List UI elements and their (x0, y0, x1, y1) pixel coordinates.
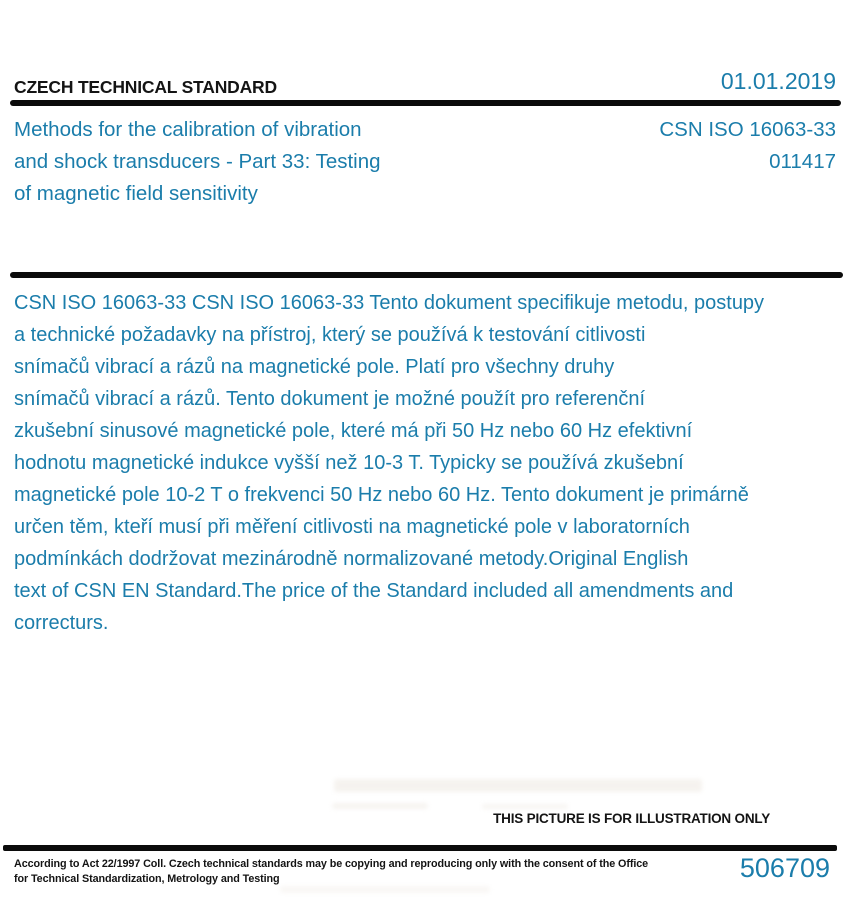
abstract-line: correcturs. (14, 612, 109, 634)
standard-identification (659, 114, 836, 178)
header-rule (10, 100, 841, 106)
faint-watermark (332, 803, 428, 809)
faint-watermark (280, 886, 490, 893)
abstract-line: podmínkách dodržovat mezinárodně normalizované metody.Original English (14, 548, 689, 570)
faint-watermark (482, 804, 568, 809)
copyright-line: According to Act 22/1997 Coll. Czech technical standards may be copying and reproducing only with the consent of the Office (14, 858, 649, 870)
abstract-line: CSN ISO 16063-33 CSN ISO 16063-33 Tento dokument specifikuje metodu, postupy (14, 292, 765, 314)
illustration-disclaimer: THIS PICTURE IS FOR ILLUSTRATION ONLY (493, 811, 770, 826)
abstract-line: snímačů vibrací a rázů na magnetické pole. Platí pro všechny druhy (14, 356, 615, 378)
abstract-line: hodnotu magnetické indukce vyšší než 10-3 T. Typicky se používá zkušební (14, 452, 684, 474)
copyright-line: for Technical Standardization, Metrology and Testing (14, 873, 280, 885)
publication-date: 01.01.2019 (720, 68, 836, 94)
title-line: and shock transducers - Part 33: Testing (14, 150, 381, 173)
abstract-line: zkušební sinusové magnetické pole, které má při 50 Hz nebo 60 Hz efektivní (14, 420, 693, 442)
abstract-line: určen těm, kteří musí při měření citlivosti na magnetické pole v laboratorních (14, 516, 690, 538)
standard-title (14, 114, 381, 210)
class-code: 011417 (769, 150, 836, 173)
abstract-line: a technické požadavky na přístroj, který se používá k testování citlivosti (14, 324, 646, 346)
title-line: Methods for the calibration of vibration (14, 118, 362, 141)
copyright-notice (14, 857, 648, 887)
standard-number: CSN ISO 16063-33 (659, 118, 836, 141)
abstract-line: snímačů vibrací a rázů. Tento dokument je možné použít pro referenční (14, 388, 646, 410)
divider-rule (10, 272, 843, 278)
catalog-number: 506709 (739, 853, 830, 883)
abstract-line: text of CSN EN Standard.The price of the Standard included all amendments and (14, 580, 734, 602)
abstract-text (14, 287, 764, 639)
abstract-line: magnetické pole 10-2 T o frekvenci 50 Hz nebo 60 Hz. Tento dokument je primárně (14, 484, 749, 506)
footer-rule (3, 845, 837, 851)
faint-watermark (334, 779, 702, 792)
standard-type-label: CZECH TECHNICAL STANDARD (14, 77, 277, 97)
title-line: of magnetic field sensitivity (14, 182, 258, 205)
